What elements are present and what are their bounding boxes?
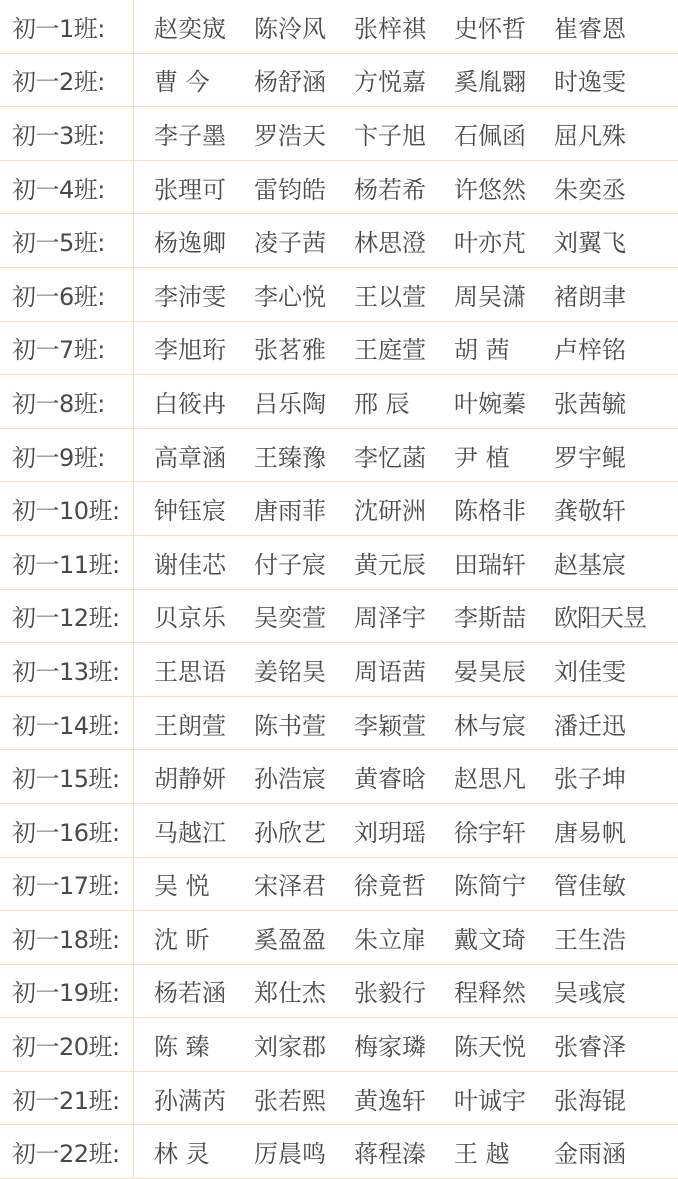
student-names	[134, 322, 654, 375]
student-name: 吴奕萱	[254, 604, 326, 633]
student-name: 李颖萱	[354, 711, 426, 740]
student-names	[134, 536, 654, 589]
roster-row	[0, 1018, 678, 1072]
roster-row	[0, 750, 678, 804]
student-name: 刘家郡	[254, 1033, 326, 1062]
class-label: 初一14班:	[0, 697, 134, 750]
class-label: 初一17班:	[0, 858, 134, 911]
student-name: 林与宸	[454, 711, 526, 740]
student-name: 尹 植	[454, 443, 510, 472]
student-name: 罗浩天	[254, 121, 326, 150]
roster-row	[0, 911, 678, 965]
class-label: 初一4班:	[0, 161, 134, 214]
student-name: 田瑞轩	[454, 550, 526, 579]
student-name: 徐竟哲	[354, 872, 426, 901]
student-name: 黄逸轩	[354, 1086, 426, 1115]
student-name: 卞子旭	[354, 121, 426, 150]
student-name: 杨舒涵	[254, 68, 326, 97]
roster-row	[0, 107, 678, 161]
student-name: 李沛雯	[154, 282, 226, 311]
class-label: 初一15班:	[0, 750, 134, 803]
student-names	[134, 911, 654, 964]
class-label: 初一18班:	[0, 911, 134, 964]
student-names	[134, 375, 654, 428]
student-name: 周吴潇	[454, 282, 526, 311]
class-label: 初一1班:	[0, 0, 134, 53]
class-label: 初一11班:	[0, 536, 134, 589]
student-name: 杨若涵	[154, 979, 226, 1008]
roster-row	[0, 965, 678, 1019]
student-name: 褚朗聿	[554, 282, 626, 311]
student-name: 贝京乐	[154, 604, 226, 633]
student-name: 刘翼飞	[554, 229, 626, 258]
student-name: 林思澄	[354, 229, 426, 258]
student-name: 金雨涵	[554, 1140, 626, 1169]
student-name: 徐宇轩	[454, 818, 526, 847]
student-names	[134, 0, 654, 53]
student-name: 许悠然	[454, 175, 526, 204]
student-name: 吴彧宸	[554, 979, 626, 1008]
class-label: 初一16班:	[0, 804, 134, 857]
student-name: 黄元辰	[354, 550, 426, 579]
class-label: 初一6班:	[0, 268, 134, 321]
roster-row	[0, 643, 678, 697]
student-name: 奚盈盈	[254, 925, 326, 954]
student-name: 陈 臻	[154, 1033, 210, 1062]
student-name: 叶亦芃	[454, 229, 526, 258]
student-name: 李心悦	[254, 282, 326, 311]
student-name: 罗宇鲲	[554, 443, 626, 472]
student-name: 奚胤翾	[454, 68, 526, 97]
student-name: 赵思凡	[454, 765, 526, 794]
student-name: 王朗萱	[154, 711, 226, 740]
student-name: 潘迁迅	[554, 711, 626, 740]
class-label: 初一5班:	[0, 214, 134, 267]
student-name: 张理可	[154, 175, 226, 204]
student-name: 白筱冉	[154, 389, 226, 418]
roster-row	[0, 322, 678, 376]
student-name: 郑仕杰	[254, 979, 326, 1008]
student-name: 屈凡殊	[554, 121, 626, 150]
student-names	[134, 268, 654, 321]
class-label: 初一10班:	[0, 482, 134, 535]
student-name: 陈简宁	[454, 872, 526, 901]
class-label: 初一8班:	[0, 375, 134, 428]
student-name: 吴 悦	[154, 872, 210, 901]
student-name: 王以萱	[354, 282, 426, 311]
student-name: 姜铭昊	[254, 657, 326, 686]
student-name: 王生浩	[554, 925, 626, 954]
roster-row	[0, 536, 678, 590]
student-name: 赵奕宬	[154, 14, 226, 43]
student-name: 欧阳天昱	[554, 604, 646, 633]
class-label: 初一21班:	[0, 1072, 134, 1125]
student-name: 孙浩宸	[254, 765, 326, 794]
roster-row	[0, 1072, 678, 1126]
student-names	[134, 54, 654, 107]
class-label: 初一13班:	[0, 643, 134, 696]
student-name: 胡 茜	[454, 336, 510, 365]
student-name: 管佳敏	[554, 872, 626, 901]
student-name: 方悦嘉	[354, 68, 426, 97]
student-names	[134, 429, 654, 482]
student-name: 孙满芮	[154, 1086, 226, 1115]
roster-row	[0, 697, 678, 751]
student-name: 李忆菡	[354, 443, 426, 472]
class-label: 初一3班:	[0, 107, 134, 160]
student-names	[134, 1072, 654, 1125]
student-name: 卢梓铭	[554, 336, 626, 365]
roster-row	[0, 429, 678, 483]
student-name: 张毅行	[354, 979, 426, 1008]
student-name: 梅家璘	[354, 1033, 426, 1062]
student-names	[134, 804, 654, 857]
student-names	[134, 643, 654, 696]
student-name: 朱奕丞	[554, 175, 626, 204]
student-name: 时逸雯	[554, 68, 626, 97]
student-name: 王臻豫	[254, 443, 326, 472]
student-name: 张茗雅	[254, 336, 326, 365]
student-name: 蒋程溱	[354, 1140, 426, 1169]
student-names	[134, 161, 654, 214]
roster-row	[0, 482, 678, 536]
student-name: 厉晨鸣	[254, 1140, 326, 1169]
student-name: 晏昊辰	[454, 657, 526, 686]
student-name: 叶诚宇	[454, 1086, 526, 1115]
student-name: 张梓祺	[354, 14, 426, 43]
student-name: 崔睿恩	[554, 14, 626, 43]
student-name: 凌子茜	[254, 229, 326, 258]
roster-row	[0, 375, 678, 429]
roster-row	[0, 0, 678, 54]
student-name: 沈 昕	[154, 925, 210, 954]
roster-row	[0, 54, 678, 108]
student-name: 付子宸	[254, 550, 326, 579]
roster-row	[0, 804, 678, 858]
student-name: 宋泽君	[254, 872, 326, 901]
student-name: 戴文琦	[454, 925, 526, 954]
student-name: 钟钰宸	[154, 497, 226, 526]
student-name: 林 灵	[154, 1140, 210, 1169]
student-name: 李斯喆	[454, 604, 526, 633]
student-name: 邢 辰	[354, 389, 410, 418]
student-name: 张若熙	[254, 1086, 326, 1115]
student-name: 王思语	[154, 657, 226, 686]
student-name: 陈天悦	[454, 1033, 526, 1062]
student-name: 张睿泽	[554, 1033, 626, 1062]
student-name: 孙欣艺	[254, 818, 326, 847]
roster-row	[0, 268, 678, 322]
roster-row	[0, 214, 678, 268]
student-name: 史怀哲	[454, 14, 526, 43]
student-name: 胡静妍	[154, 765, 226, 794]
student-names	[134, 1125, 654, 1178]
roster-row	[0, 1125, 678, 1179]
student-name: 赵基宸	[554, 550, 626, 579]
class-label: 初一2班:	[0, 54, 134, 107]
student-names	[134, 214, 654, 267]
student-names	[134, 1018, 654, 1071]
student-name: 曹 今	[154, 68, 210, 97]
roster-row	[0, 590, 678, 644]
student-name: 周泽宇	[354, 604, 426, 633]
student-name: 刘佳雯	[554, 657, 626, 686]
student-name: 张海锟	[554, 1086, 626, 1115]
student-name: 张子坤	[554, 765, 626, 794]
student-name: 王 越	[454, 1140, 510, 1169]
student-name: 刘玥瑶	[354, 818, 426, 847]
student-name: 陈格非	[454, 497, 526, 526]
class-label: 初一7班:	[0, 322, 134, 375]
student-name: 李子墨	[154, 121, 226, 150]
roster-row	[0, 858, 678, 912]
class-label: 初一22班:	[0, 1125, 134, 1178]
student-name: 张茜毓	[554, 389, 626, 418]
student-name: 叶婉蓁	[454, 389, 526, 418]
class-label: 初一9班:	[0, 429, 134, 482]
roster-row	[0, 161, 678, 215]
student-name: 沈研洲	[354, 497, 426, 526]
student-name: 龚敬轩	[554, 497, 626, 526]
student-name: 陈泠风	[254, 14, 326, 43]
student-names	[134, 858, 654, 911]
student-name: 陈书萱	[254, 711, 326, 740]
student-names	[134, 697, 654, 750]
student-name: 雷钧皓	[254, 175, 326, 204]
student-name: 石佩函	[454, 121, 526, 150]
student-name: 杨逸卿	[154, 229, 226, 258]
student-name: 马越江	[154, 818, 226, 847]
student-name: 王庭萱	[354, 336, 426, 365]
student-name: 李旭珩	[154, 336, 226, 365]
student-name: 杨若希	[354, 175, 426, 204]
class-label: 初一19班:	[0, 965, 134, 1018]
student-name: 程释然	[454, 979, 526, 1008]
student-names	[134, 750, 654, 803]
student-names	[134, 107, 654, 160]
student-name: 唐易帆	[554, 818, 626, 847]
student-name: 黄睿晗	[354, 765, 426, 794]
student-name: 吕乐陶	[254, 389, 326, 418]
class-label: 初一12班:	[0, 590, 134, 643]
student-name: 谢佳芯	[154, 550, 226, 579]
student-names	[134, 482, 654, 535]
student-name: 唐雨菲	[254, 497, 326, 526]
student-name: 朱立扉	[354, 925, 426, 954]
student-name: 周语茜	[354, 657, 426, 686]
student-names	[134, 590, 654, 643]
class-label: 初一20班:	[0, 1018, 134, 1071]
student-names	[134, 965, 654, 1018]
student-name: 高章涵	[154, 443, 226, 472]
